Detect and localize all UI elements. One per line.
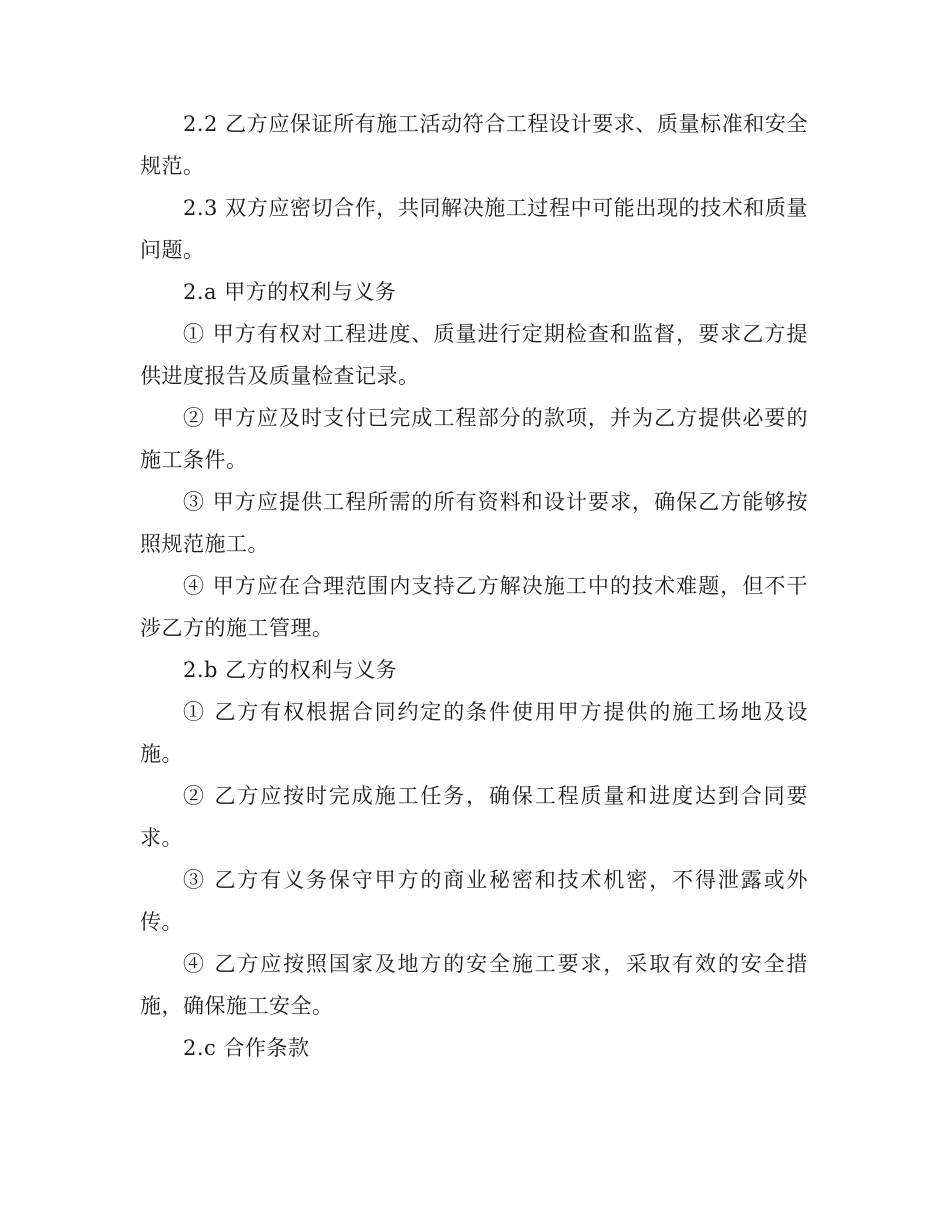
clause-2b-item-3: ③ 乙方有义务保守甲方的商业秘密和技术机密，不得泄露或外传。	[140, 868, 808, 934]
clause-2-3: 2.3 双方应密切合作，共同解决施工过程中可能出现的技术和质量问题。	[140, 196, 808, 262]
section-heading-2c: 2.c 合作条款	[183, 1036, 310, 1060]
clause-2b-item-4: ④ 乙方应按照国家及地方的安全施工要求，采取有效的安全措施，确保施工安全。	[140, 952, 808, 1018]
section-heading-2b: 2.b 乙方的权利与义务	[183, 658, 398, 682]
clause-2b-item-1: ① 乙方有权根据合同约定的条件使用甲方提供的施工场地及设施。	[140, 700, 808, 766]
clause-2a-item-4: ④ 甲方应在合理范围内支持乙方解决施工中的技术难题，但不干涉乙方的施工管理。	[140, 574, 808, 640]
clause-2-2: 2.2 乙方应保证所有施工活动符合工程设计要求、质量标准和安全规范。	[140, 112, 808, 178]
clause-2a-item-1: ① 甲方有权对工程进度、质量进行定期检查和监督，要求乙方提供进度报告及质量检查记录。	[140, 322, 808, 388]
clause-2a-item-2: ② 甲方应及时支付已完成工程部分的款项，并为乙方提供必要的施工条件。	[140, 406, 808, 472]
clause-2a-item-3: ③ 甲方应提供工程所需的所有资料和设计要求，确保乙方能够按照规范施工。	[140, 490, 808, 556]
document-body	[140, 103, 808, 1069]
clause-2b-item-2: ② 乙方应按时完成施工任务，确保工程质量和进度达到合同要求。	[140, 784, 808, 850]
section-heading-2a: 2.a 甲方的权利与义务	[183, 280, 397, 304]
